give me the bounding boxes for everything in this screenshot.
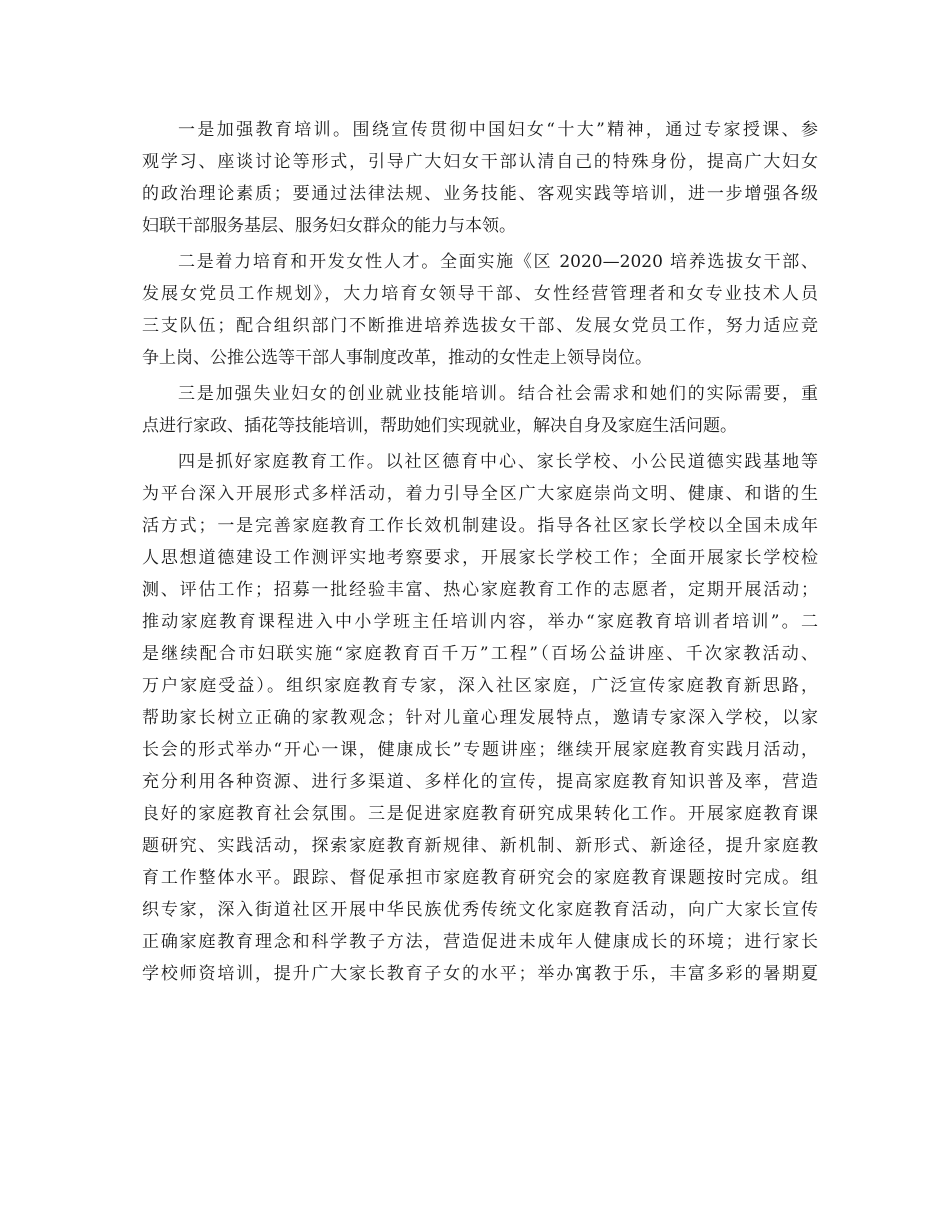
text-line: 长会的形式举办“开心一课，健康成长”专题讲座；继续开展家庭教育实践月活动，	[142, 740, 818, 760]
text-line: 发展女党员工作规划》，大力培育女领导干部、女性经营管理者和女专业技术人员	[142, 284, 818, 304]
text-line: 题研究、实践活动，探索家庭教育新规律、新机制、新形式、新途径，提升家庭教	[142, 836, 818, 856]
text-line: 推动家庭教育课程进入中小学班主任培训内容，举办“家庭教育培训者培训”。二	[142, 612, 818, 632]
text-line: 测、评估工作；招募一批经验丰富、热心家庭教育工作的志愿者，定期开展活动；	[142, 580, 818, 600]
text-line: 四是抓好家庭教育工作。以社区德育中心、家长学校、小公民道德实践基地等	[178, 452, 818, 472]
text-line: 争上岗、公推公选等干部人事制度改革，推动的女性走上领导岗位。	[142, 348, 652, 368]
text-line: 人思想道德建设工作测评实地考察要求，开展家长学校工作；全面开展家长学校检	[142, 548, 818, 568]
text-line: 织专家，深入街道社区开展中华民族优秀传统文化家庭教育活动，向广大家长宣传	[142, 900, 818, 920]
paragraph-family-education	[142, 446, 818, 990]
text-line: 的政治理论素质；要通过法律法规、业务技能、客观实践等培训，进一步增强各级	[142, 184, 818, 204]
document-body	[142, 114, 818, 990]
paragraph-female-talent	[142, 246, 818, 374]
text-line: 二是着力培育和开发女性人才。全面实施《区 2020—2020 培养选拔女干部、	[178, 252, 818, 272]
text-line: 育工作整体水平。跟踪、督促承担市家庭教育研究会的家庭教育课题按时完成。组	[142, 868, 818, 888]
text-line: 万户家庭受益）。组织家庭教育专家，深入社区家庭，广泛宣传家庭教育新思路，	[142, 676, 818, 696]
text-line: 活方式；一是完善家庭教育工作长效机制建设。指导各社区家长学校以全国未成年	[142, 516, 818, 536]
text-line: 正确家庭教育理念和科学教子方法，营造促进未成年人健康成长的环境；进行家长	[142, 932, 818, 952]
text-line: 三是加强失业妇女的创业就业技能培训。结合社会需求和她们的实际需要，重	[178, 384, 818, 404]
text-line: 三支队伍；配合组织部门不断推进培养选拔女干部、发展女党员工作，努力适应竞	[142, 316, 818, 336]
text-line: 是继续配合市妇联实施“家庭教育百千万”工程”（百场公益讲座、千次家教活动、	[142, 644, 818, 664]
text-line: 帮助家长树立正确的家教观念；针对儿童心理发展特点，邀请专家深入学校，以家	[142, 708, 818, 728]
text-line: 良好的家庭教育社会氛围。三是促进家庭教育研究成果转化工作。开展家庭教育课	[142, 804, 818, 824]
paragraph-education-training	[142, 114, 818, 242]
paragraph-employment-training	[142, 378, 818, 442]
text-line: 观学习、座谈讨论等形式，引导广大妇女干部认清自己的特殊身份，提高广大妇女	[142, 152, 818, 172]
text-line: 妇联干部服务基层、服务妇女群众的能力与本领。	[142, 216, 516, 236]
text-line: 为平台深入开展形式多样活动，着力引导全区广大家庭崇尚文明、健康、和谐的生	[142, 484, 818, 504]
text-line: 一是加强教育培训。围绕宣传贯彻中国妇女“十大”精神，通过专家授课、参	[178, 120, 818, 140]
text-line: 学校师资培训，提升广大家长教育子女的水平；举办寓教于乐，丰富多彩的暑期夏	[142, 964, 818, 984]
text-line: 充分利用各种资源、进行多渠道、多样化的宣传，提高家庭教育知识普及率，营造	[142, 772, 818, 792]
text-line: 点进行家政、插花等技能培训，帮助她们实现就业，解决自身及家庭生活问题。	[142, 416, 737, 436]
